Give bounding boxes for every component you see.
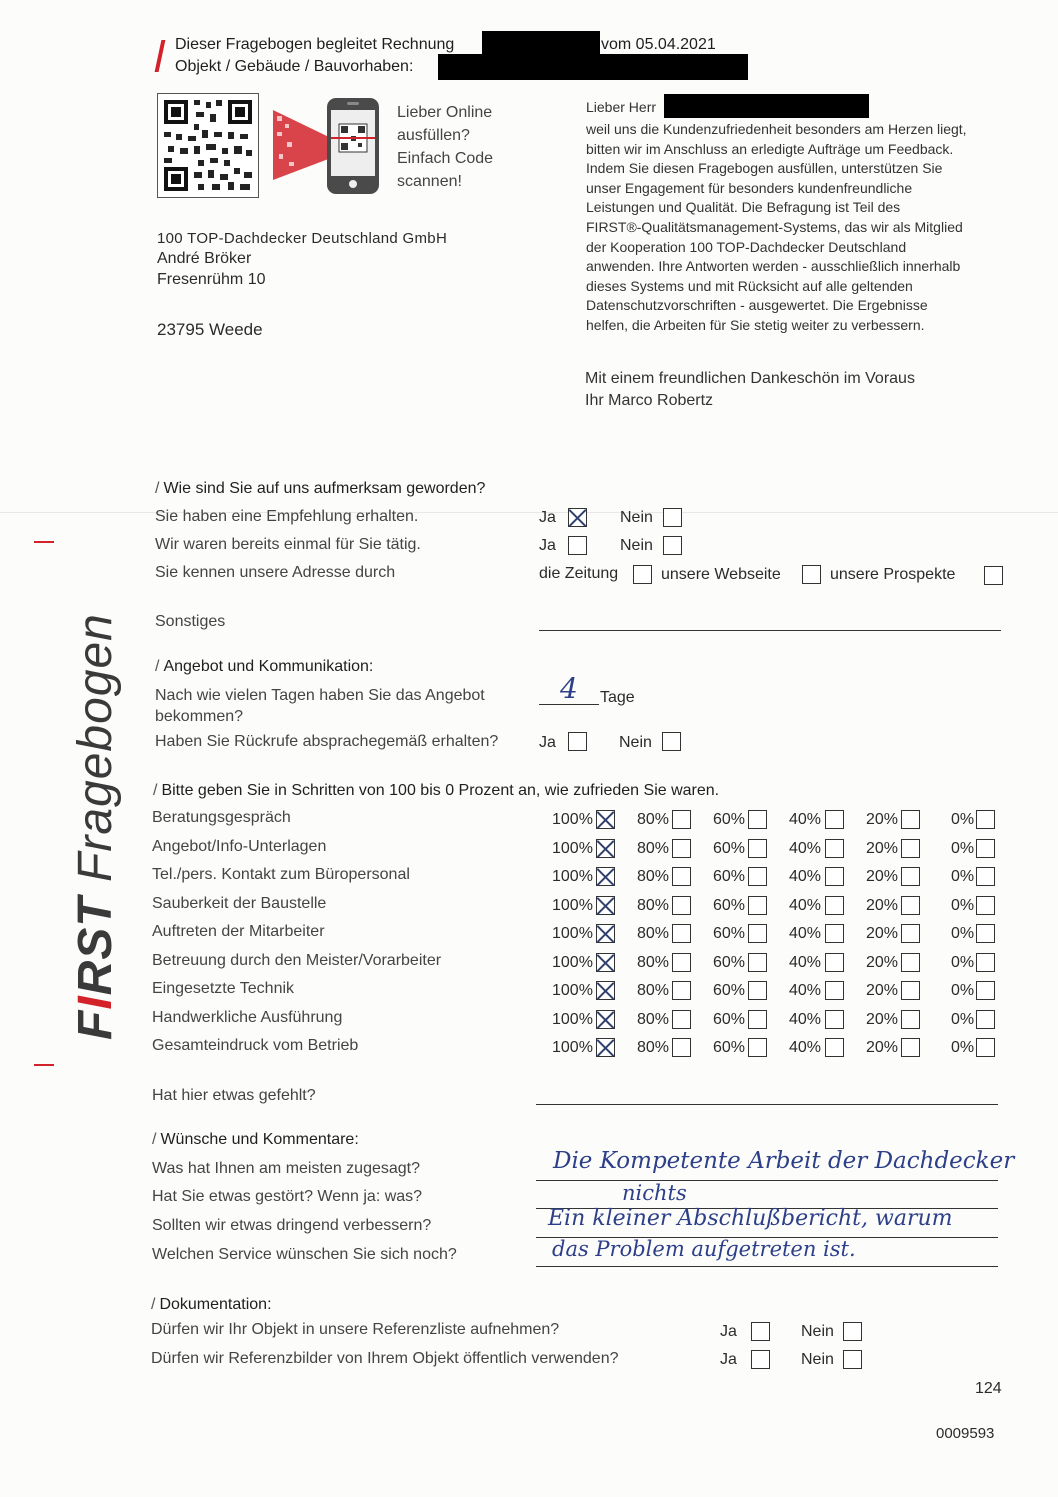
rating-row-label: Handwerkliche Ausführung	[152, 1009, 343, 1026]
online-text-line: scannen!	[397, 173, 462, 190]
days-unit: Tage	[600, 689, 635, 706]
rating-checkbox[interactable]	[672, 1010, 691, 1029]
rating-checkbox[interactable]	[825, 839, 844, 858]
question-label: Was hat Ihnen am meisten zugesagt?	[152, 1160, 420, 1177]
rating-checkbox[interactable]	[825, 896, 844, 915]
letter-salutation: Lieber Herr	[586, 99, 657, 115]
recommendation-nein-checkbox[interactable]	[663, 508, 682, 527]
reference-images-ja-checkbox[interactable]	[751, 1350, 770, 1369]
address-street: Fresenrühm 10	[157, 271, 266, 288]
online-text-line: Einfach Code	[397, 150, 494, 167]
section4-title: / Wünsche und Kommentare:	[152, 1131, 359, 1148]
ja-label: Ja	[539, 734, 556, 751]
rating-level-label: 40%	[789, 1039, 822, 1056]
rating-checkbox[interactable]	[901, 1038, 920, 1057]
rating-level-label: 20%	[866, 1039, 899, 1056]
address-company: 100 TOP-Dachdecker Deutschland GmbH	[157, 230, 448, 247]
rating-checkbox[interactable]	[976, 839, 995, 858]
rating-level-label: 20%	[866, 868, 899, 885]
letter-line: Leistungen und Qualität. Die Befragung ist Teil des	[586, 199, 901, 216]
rating-level-label: 100%	[552, 954, 593, 971]
header-line1-prefix: Dieser Fragebogen begleitet Rechnung	[175, 36, 455, 53]
document-code: 0009593	[936, 1425, 995, 1442]
header-red-mark	[155, 40, 166, 72]
rating-level-label: 60%	[713, 954, 746, 971]
rating-checkbox[interactable]	[901, 839, 920, 858]
rating-checkbox[interactable]	[901, 953, 920, 972]
rating-checkbox[interactable]	[976, 981, 995, 1000]
letter-line: Indem Sie diesen Fragebogen ausfüllen, unterstützen Sie	[586, 160, 943, 177]
letter-line: Datenschutzvorschriften - ausgewertet. Die Ergebnisse	[586, 297, 928, 314]
address-name: André Bröker	[157, 250, 252, 267]
rating-checkbox[interactable]	[976, 810, 995, 829]
redaction-bar	[438, 54, 748, 80]
option-label: die Zeitung	[539, 565, 619, 582]
rating-level-label: 20%	[866, 1011, 899, 1028]
question-label: Haben Sie Rückrufe absprachegemäß erhalten?	[155, 733, 499, 750]
rating-level-label: 80%	[637, 811, 670, 828]
rating-checkbox[interactable]	[596, 953, 615, 972]
rating-checkbox[interactable]	[901, 867, 920, 886]
rating-checkbox[interactable]	[672, 810, 691, 829]
qr-code[interactable]	[157, 93, 259, 198]
question-label: Wir waren bereits einmal für Sie tätig.	[155, 536, 421, 553]
side-title-first: FIRST	[69, 896, 122, 1040]
address-city: 23795 Weede	[157, 320, 263, 339]
header-line1-suffix: vom 05.04.2021	[601, 36, 716, 53]
rating-level-label: 0%	[951, 982, 975, 999]
rating-checkbox[interactable]	[976, 924, 995, 943]
rating-row-label: Sauberkeit der Baustelle	[152, 895, 327, 912]
rating-level-label: 80%	[637, 1011, 670, 1028]
rating-checkbox[interactable]	[901, 896, 920, 915]
rating-checkbox[interactable]	[976, 1038, 995, 1057]
rating-level-label: 80%	[637, 840, 670, 857]
rating-checkbox[interactable]	[596, 867, 615, 886]
rating-checkbox[interactable]	[825, 981, 844, 1000]
callbacks-nein-checkbox[interactable]	[662, 732, 681, 751]
ja-label: Ja	[720, 1351, 737, 1368]
rating-level-label: 60%	[713, 1011, 746, 1028]
rating-level-label: 80%	[637, 897, 670, 914]
rating-row-label: Tel./pers. Kontakt zum Büropersonal	[152, 866, 410, 883]
rating-checkbox[interactable]	[748, 839, 767, 858]
rating-checkbox[interactable]	[748, 953, 767, 972]
question-label: bekommen?	[155, 708, 244, 725]
previous-work-ja-checkbox[interactable]	[568, 536, 587, 555]
rating-level-label: 80%	[637, 954, 670, 971]
rating-level-label: 20%	[866, 982, 899, 999]
nein-label: Nein	[801, 1351, 834, 1368]
rating-checkbox[interactable]	[748, 1038, 767, 1057]
rating-checkbox[interactable]	[976, 1010, 995, 1029]
rating-checkbox[interactable]	[672, 1038, 691, 1057]
option-label: unsere Prospekte	[830, 566, 956, 583]
rating-checkbox[interactable]	[825, 924, 844, 943]
days-handwritten-value: 4	[560, 672, 578, 705]
rating-row-label: Angebot/Info-Unterlagen	[152, 838, 327, 855]
rating-checkbox[interactable]	[672, 981, 691, 1000]
side-title	[68, 613, 123, 1040]
nein-label: Nein	[620, 537, 653, 554]
rating-level-label: 0%	[951, 954, 975, 971]
letter-line: FIRST®-Qualitätsmanagement-Systems, das wir als Mitglied	[586, 218, 963, 235]
rating-checkbox[interactable]	[672, 953, 691, 972]
ja-label: Ja	[539, 537, 556, 554]
rating-level-label: 0%	[951, 811, 975, 828]
rating-level-label: 40%	[789, 840, 822, 857]
rating-checkbox[interactable]	[596, 924, 615, 943]
rating-row-label: Gesamteindruck vom Betrieb	[152, 1037, 359, 1054]
question-label: Dürfen wir Referenzbilder von Ihrem Objekt öffentlich verwenden?	[151, 1350, 619, 1367]
rating-level-label: 60%	[713, 811, 746, 828]
page-number: 124	[975, 1380, 1002, 1397]
rating-checkbox[interactable]	[596, 839, 615, 858]
letter-line: helfen, die Arbeiten für Sie stetig weiter zu verbessern.	[586, 316, 925, 333]
rating-checkbox[interactable]	[976, 953, 995, 972]
rating-level-label: 100%	[552, 1039, 593, 1056]
rating-level-label: 0%	[951, 925, 975, 942]
rating-level-label: 40%	[789, 982, 822, 999]
rating-checkbox[interactable]	[901, 981, 920, 1000]
reference-list-nein-checkbox[interactable]	[843, 1322, 862, 1341]
question-label: Sollten wir etwas dringend verbessern?	[152, 1217, 432, 1234]
rating-checkbox[interactable]	[596, 1010, 615, 1029]
letter-body	[586, 120, 967, 336]
rating-row-label: Beratungsgespräch	[152, 809, 291, 826]
letter-signature: Ihr Marco Robertz	[585, 392, 714, 409]
section3-title: / Bitte geben Sie in Schritten von 100 bis 0 Prozent an, wie zufrieden Sie waren.	[153, 782, 720, 799]
rating-level-label: 80%	[637, 925, 670, 942]
answer-line[interactable]	[536, 1180, 998, 1181]
webseite-checkbox[interactable]	[802, 565, 821, 584]
rating-checkbox[interactable]	[672, 924, 691, 943]
sonstiges-label: Sonstiges	[155, 613, 226, 630]
nein-label: Nein	[619, 734, 652, 751]
rating-level-label: 40%	[789, 868, 822, 885]
rating-level-label: 40%	[789, 954, 822, 971]
rating-level-label: 40%	[789, 1011, 822, 1028]
callbacks-ja-checkbox[interactable]	[568, 732, 587, 751]
rating-level-label: 60%	[713, 925, 746, 942]
rating-level-label: 20%	[866, 897, 899, 914]
question-label: Dürfen wir Ihr Objekt in unsere Referenzliste aufnehmen?	[151, 1321, 560, 1338]
section2-title: / Angebot und Kommunikation:	[155, 658, 374, 675]
missing-input-line[interactable]	[536, 1104, 998, 1105]
rating-checkbox[interactable]	[596, 810, 615, 829]
missing-label: Hat hier etwas gefehlt?	[152, 1087, 316, 1104]
question-label: Welchen Service wünschen Sie sich noch?	[152, 1246, 457, 1263]
answer-handwritten: Ein kleiner Abschlußbericht, warum	[548, 1206, 953, 1231]
question-label: Sie kennen unsere Adresse durch	[155, 564, 396, 581]
rating-level-label: 60%	[713, 868, 746, 885]
question-label: Sie haben eine Empfehlung erhalten.	[155, 508, 419, 525]
phone-scan-icon	[273, 96, 383, 196]
rating-level-label: 40%	[789, 897, 822, 914]
rating-level-label: 80%	[637, 868, 670, 885]
redaction-bar	[482, 31, 600, 55]
side-red-mark	[34, 1064, 54, 1066]
rating-checkbox[interactable]	[901, 1010, 920, 1029]
rating-level-label: 60%	[713, 897, 746, 914]
rating-checkbox[interactable]	[748, 1010, 767, 1029]
rating-checkbox[interactable]	[825, 867, 844, 886]
reference-list-ja-checkbox[interactable]	[751, 1322, 770, 1341]
rating-level-label: 40%	[789, 925, 822, 942]
rating-checkbox[interactable]	[825, 1010, 844, 1029]
option-label: unsere Webseite	[661, 566, 781, 583]
letter-line: weil uns die Kundenzufriedenheit besonders am Herzen liegt,	[586, 121, 967, 137]
rating-checkbox[interactable]	[901, 810, 920, 829]
ja-label: Ja	[539, 509, 556, 526]
question-label: Hat Sie etwas gestört? Wenn ja: was?	[152, 1188, 423, 1205]
nein-label: Nein	[620, 509, 653, 526]
rating-checkbox[interactable]	[976, 896, 995, 915]
rating-checkbox[interactable]	[825, 953, 844, 972]
rating-level-label: 100%	[552, 982, 593, 999]
rating-level-label: 20%	[866, 840, 899, 857]
rating-checkbox[interactable]	[825, 810, 844, 829]
question-label: Nach wie vielen Tagen haben Sie das Angebot	[155, 687, 485, 704]
online-text-line: Lieber Online	[397, 104, 493, 121]
previous-work-nein-checkbox[interactable]	[663, 536, 682, 555]
rating-row-label: Eingesetzte Technik	[152, 980, 295, 997]
rating-level-label: 0%	[951, 868, 975, 885]
side-title-rest: Fragebogen	[69, 613, 122, 882]
rating-level-label: 100%	[552, 897, 593, 914]
rating-level-label: 0%	[951, 1011, 975, 1028]
rating-level-label: 40%	[789, 811, 822, 828]
rating-checkbox[interactable]	[976, 867, 995, 886]
nein-label: Nein	[801, 1323, 834, 1340]
rating-row-label: Auftreten der Mitarbeiter	[152, 923, 325, 940]
letter-line: dieses Systems und mit Rücksicht auf alle geltenden	[586, 277, 913, 294]
prospekte-checkbox[interactable]	[984, 566, 1003, 585]
rating-level-label: 100%	[552, 868, 593, 885]
rating-row-label: Betreuung durch den Meister/Vorarbeiter	[152, 952, 442, 969]
rating-level-label: 60%	[713, 982, 746, 999]
answer-handwritten: Die Kompetente Arbeit der Dachdecker	[553, 1148, 1015, 1174]
rating-level-label: 80%	[637, 982, 670, 999]
header-line2: Objekt / Gebäude / Bauvorhaben:	[175, 58, 414, 75]
recommendation-ja-checkbox[interactable]	[568, 508, 587, 527]
rating-checkbox[interactable]	[672, 896, 691, 915]
redaction-bar	[664, 94, 869, 118]
rating-checkbox[interactable]	[748, 810, 767, 829]
rating-level-label: 0%	[951, 897, 975, 914]
zeitung-checkbox[interactable]	[633, 565, 652, 584]
rating-level-label: 20%	[866, 925, 899, 942]
letter-line: bitten wir im Anschluss an erledigte Aufträge um Feedback.	[586, 140, 954, 157]
rating-level-label: 100%	[552, 925, 593, 942]
rating-level-label: 80%	[637, 1039, 670, 1056]
rating-checkbox[interactable]	[672, 867, 691, 886]
rating-level-label: 60%	[713, 840, 746, 857]
rating-level-label: 60%	[713, 1039, 746, 1056]
section5-title: / Dokumentation:	[151, 1296, 272, 1313]
rating-checkbox[interactable]	[748, 896, 767, 915]
section1-title: / Wie sind Sie auf uns aufmerksam geworden?	[155, 480, 486, 497]
rating-level-label: 20%	[866, 811, 899, 828]
rating-checkbox[interactable]	[748, 924, 767, 943]
letter-line: anwenden. Ihre Antworten werden - ausschließlich innerhalb	[586, 258, 961, 275]
side-red-mark	[34, 541, 54, 543]
rating-checkbox[interactable]	[672, 839, 691, 858]
rating-level-label: 100%	[552, 1011, 593, 1028]
rating-checkbox[interactable]	[596, 981, 615, 1000]
rating-checkbox[interactable]	[901, 924, 920, 943]
sonstiges-input-line[interactable]	[539, 630, 1001, 631]
answer-line[interactable]	[536, 1266, 998, 1267]
rating-checkbox[interactable]	[596, 896, 615, 915]
rating-level-label: 0%	[951, 840, 975, 857]
rating-checkbox[interactable]	[748, 981, 767, 1000]
answer-handwritten: das Problem aufgetreten ist.	[552, 1237, 856, 1261]
letter-line: unser Engagement für besonders kundenfreundliche	[586, 179, 913, 196]
rating-checkbox[interactable]	[596, 1038, 615, 1057]
rating-level-label: 100%	[552, 840, 593, 857]
rating-level-label: 20%	[866, 954, 899, 971]
reference-images-nein-checkbox[interactable]	[843, 1350, 862, 1369]
rating-level-label: 100%	[552, 811, 593, 828]
rating-checkbox[interactable]	[825, 1038, 844, 1057]
ja-label: Ja	[720, 1323, 737, 1340]
answer-handwritten: nichts	[622, 1181, 687, 1205]
rating-level-label: 0%	[951, 1039, 975, 1056]
letter-closing: Mit einem freundlichen Dankeschön im Voraus	[585, 370, 915, 387]
online-text-line: ausfüllen?	[397, 127, 470, 144]
rating-checkbox[interactable]	[748, 867, 767, 886]
letter-line: der Kooperation 100 TOP-Dachdecker Deutschland	[586, 238, 907, 255]
